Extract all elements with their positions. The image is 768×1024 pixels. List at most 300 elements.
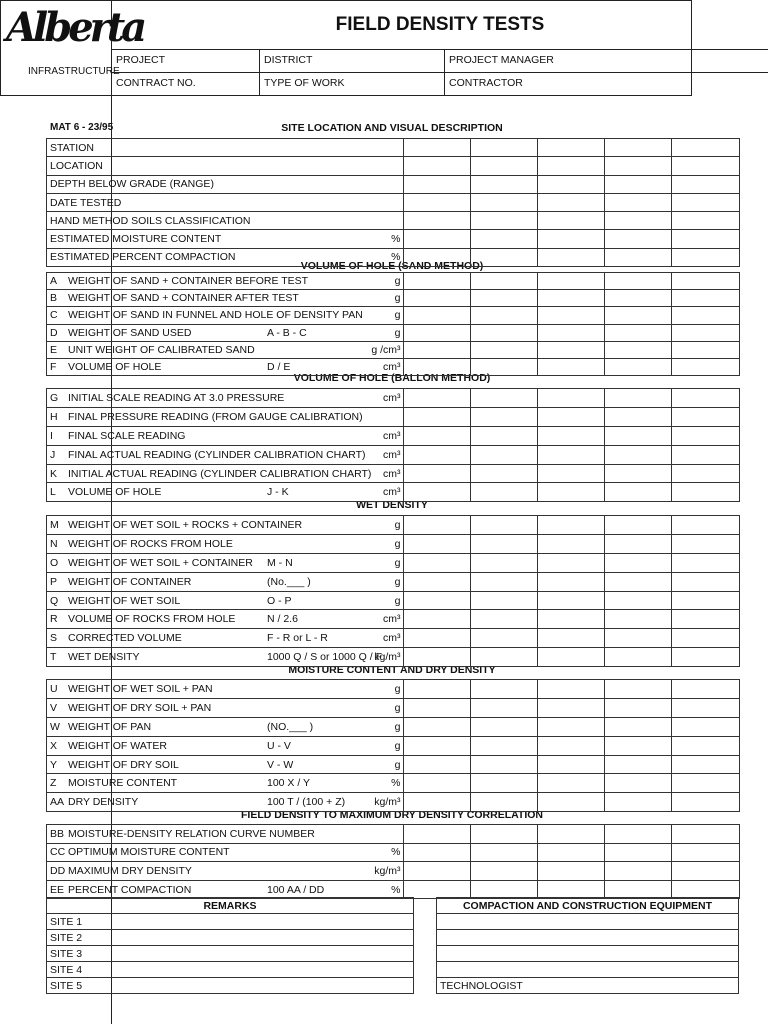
row-unit: % [391,777,401,790]
row-formula: (No.___ ) [267,575,311,588]
row-label-cell [47,717,404,736]
value-cell-site-4[interactable] [604,389,671,408]
row-label: ESTIMATED MOISTURE CONTENT [50,233,222,246]
value-cell-site-5[interactable] [671,426,739,445]
value-cell-site-1[interactable] [403,426,470,445]
value-cell-site-5[interactable] [671,629,739,648]
value-cell-site-1[interactable] [403,793,470,812]
value-cell-site-2[interactable] [470,341,537,358]
value-cell-site-5[interactable] [671,464,739,483]
value-cell-site-2[interactable] [470,516,537,535]
table-row [47,862,740,881]
value-cell-site-3[interactable] [537,212,604,230]
value-cell-site-4[interactable] [604,736,671,755]
value-cell-site-1[interactable] [403,139,470,157]
row-unit: kg/m³ [374,864,401,877]
value-cell-site-1[interactable] [403,553,470,572]
value-cell-site-2[interactable] [470,324,537,341]
value-cell-site-2[interactable] [470,572,537,591]
value-cell-site-2[interactable] [470,483,537,502]
value-cell-site-1[interactable] [403,629,470,648]
row-label-cell [47,389,404,408]
equipment-line-3[interactable] [437,946,739,962]
row-code: I [50,429,53,442]
value-cell-site-4[interactable] [604,464,671,483]
table-row [47,591,740,610]
value-cell-site-5[interactable] [671,248,739,266]
correlation-table [46,824,740,899]
row-code: R [50,613,58,626]
value-cell-site-4[interactable] [604,755,671,774]
row-label: MOISTURE-DENSITY RELATION CURVE NUMBER [68,827,315,840]
value-cell-site-2[interactable] [470,426,537,445]
value-cell-site-5[interactable] [671,572,739,591]
value-cell-site-3[interactable] [537,389,604,408]
row-label: WEIGHT OF SAND IN FUNNEL AND HOLE OF DENSITY PAN [68,309,363,322]
row-label: WEIGHT OF DRY SOIL + PAN [68,701,212,714]
row-unit: g [394,701,401,714]
row-code: X [50,739,58,752]
row-code: D [50,326,58,339]
value-cell-site-1[interactable] [403,273,470,290]
value-cell-site-3[interactable] [537,483,604,502]
value-cell-site-3[interactable] [537,157,604,175]
row-label: WEIGHT OF WET SOIL + PAN [68,682,213,695]
value-cell-site-2[interactable] [470,648,537,667]
value-cell-site-1[interactable] [403,862,470,881]
value-cell-site-1[interactable] [403,483,470,502]
row-code: K [50,467,58,480]
value-cell-site-3[interactable] [537,407,604,426]
value-cell-site-5[interactable] [671,389,739,408]
contractor-field[interactable]: CONTRACTOR [444,72,690,95]
value-cell-site-4[interactable] [604,774,671,793]
value-cell-site-5[interactable] [671,407,739,426]
value-cell-site-5[interactable] [671,324,739,341]
row-label-cell [47,862,404,881]
value-cell-site-5[interactable] [671,648,739,667]
value-cell-site-5[interactable] [671,273,739,290]
row-label: WEIGHT OF ROCKS FROM HOLE [68,537,233,550]
row-label-cell [47,464,404,483]
value-cell-site-3[interactable] [537,572,604,591]
value-cell-site-3[interactable] [537,591,604,610]
value-cell-site-2[interactable] [470,157,537,175]
value-cell-site-2[interactable] [470,445,537,464]
value-cell-site-4[interactable] [604,862,671,881]
value-cell-site-5[interactable] [671,193,739,211]
table-row [47,774,740,793]
value-cell-site-2[interactable] [470,553,537,572]
row-unit: g [394,720,401,733]
row-label: PERCENT COMPACTION [68,883,192,896]
row-label-cell [47,736,404,755]
value-cell-site-2[interactable] [470,175,537,193]
form-code: MAT 6 - 23/95 [50,122,114,133]
value-cell-site-4[interactable] [604,407,671,426]
row-unit: g [394,739,401,752]
remarks-site-2[interactable]: SITE 2 [47,930,414,946]
value-cell-site-3[interactable] [537,193,604,211]
row-code: J [50,448,56,461]
value-cell-site-4[interactable] [604,825,671,844]
value-cell-site-2[interactable] [470,464,537,483]
value-cell-site-4[interactable] [604,290,671,307]
remarks-site-5[interactable]: SITE 5 [47,978,414,994]
table-row [47,341,740,358]
value-cell-site-1[interactable] [403,591,470,610]
row-label: VOLUME OF HOLE [68,486,162,499]
value-cell-site-5[interactable] [671,610,739,629]
row-label-cell [47,445,404,464]
value-cell-site-5[interactable] [671,591,739,610]
row-label-cell [47,774,404,793]
value-cell-site-2[interactable] [470,793,537,812]
value-cell-site-1[interactable] [403,175,470,193]
value-cell-site-5[interactable] [671,341,739,358]
value-cell-site-5[interactable] [671,534,739,553]
value-cell-site-4[interactable] [604,591,671,610]
value-cell-site-2[interactable] [470,774,537,793]
value-cell-site-3[interactable] [537,610,604,629]
value-cell-site-1[interactable] [403,825,470,844]
value-cell-site-3[interactable] [537,843,604,862]
value-cell-site-5[interactable] [671,139,739,157]
value-cell-site-3[interactable] [537,774,604,793]
value-cell-site-2[interactable] [470,230,537,248]
value-cell-site-1[interactable] [403,230,470,248]
value-cell-site-4[interactable] [604,193,671,211]
value-cell-site-4[interactable] [604,553,671,572]
value-cell-site-2[interactable] [470,193,537,211]
row-code: A [50,275,58,288]
value-cell-site-5[interactable] [671,862,739,881]
value-cell-site-3[interactable] [537,825,604,844]
value-cell-site-3[interactable] [537,464,604,483]
value-cell-site-2[interactable] [470,862,537,881]
value-cell-site-4[interactable] [604,793,671,812]
value-cell-site-1[interactable] [403,157,470,175]
contract-no-field[interactable]: CONTRACT NO. [116,77,196,89]
row-label-cell [47,341,404,358]
row-label: VOLUME OF ROCKS FROM HOLE [68,613,236,626]
value-cell-site-1[interactable] [403,755,470,774]
row-unit: % [391,883,401,896]
value-cell-site-2[interactable] [470,629,537,648]
row-code: U [50,682,58,695]
row-label-cell [47,483,404,502]
form-title: FIELD DENSITY TESTS [112,0,768,50]
value-cell-site-4[interactable] [604,717,671,736]
value-cell-site-2[interactable] [470,698,537,717]
value-cell-site-4[interactable] [604,483,671,502]
value-cell-site-5[interactable] [671,307,739,324]
value-cell-site-1[interactable] [403,307,470,324]
value-cell-site-3[interactable] [537,862,604,881]
value-cell-site-2[interactable] [470,358,537,375]
value-cell-site-5[interactable] [671,157,739,175]
table-row [47,610,740,629]
value-cell-site-4[interactable] [604,698,671,717]
value-cell-site-4[interactable] [604,139,671,157]
value-cell-site-1[interactable] [403,516,470,535]
value-cell-site-4[interactable] [604,157,671,175]
value-cell-site-1[interactable] [403,290,470,307]
row-label-cell [47,157,404,175]
value-cell-site-3[interactable] [537,341,604,358]
row-unit: g [394,556,401,569]
value-cell-site-3[interactable] [537,248,604,266]
value-cell-site-4[interactable] [604,516,671,535]
value-cell-site-3[interactable] [537,680,604,699]
value-cell-site-3[interactable] [537,307,604,324]
value-cell-site-3[interactable] [537,648,604,667]
row-code: EE [50,883,65,896]
value-cell-site-2[interactable] [470,736,537,755]
technologist-field[interactable]: TECHNOLOGIST [437,978,739,994]
row-code: H [50,410,58,423]
value-cell-site-4[interactable] [604,341,671,358]
row-unit: g [394,537,401,550]
row-code: Q [50,594,59,607]
value-cell-site-3[interactable] [537,629,604,648]
value-cell-site-5[interactable] [671,212,739,230]
value-cell-site-5[interactable] [671,445,739,464]
value-cell-site-4[interactable] [604,534,671,553]
table-row [47,230,740,248]
value-cell-site-4[interactable] [604,230,671,248]
project-field[interactable]: PROJECT [116,54,166,66]
value-cell-site-1[interactable] [403,534,470,553]
alberta-logo: Alberta [6,4,144,51]
row-label-cell [47,591,404,610]
value-cell-site-3[interactable] [537,445,604,464]
row-label-cell [47,193,404,211]
value-cell-site-2[interactable] [470,407,537,426]
value-cell-site-4[interactable] [604,426,671,445]
value-cell-site-4[interactable] [604,273,671,290]
value-cell-site-4[interactable] [604,572,671,591]
value-cell-site-2[interactable] [470,534,537,553]
value-cell-site-1[interactable] [403,717,470,736]
row-label: ESTIMATED PERCENT COMPACTION [50,251,236,264]
row-label-cell [47,610,404,629]
value-cell-site-1[interactable] [403,648,470,667]
table-row [47,717,740,736]
project-manager-field[interactable]: PROJECT MANAGER [444,49,690,72]
value-cell-site-3[interactable] [537,273,604,290]
row-label-cell [47,572,404,591]
row-label: CORRECTED VOLUME [68,632,182,645]
value-cell-site-3[interactable] [537,139,604,157]
row-label-cell [47,426,404,445]
value-cell-site-5[interactable] [671,793,739,812]
row-code: AA [50,796,65,809]
row-code: O [50,556,59,569]
value-cell-site-1[interactable] [403,572,470,591]
equipment-line-2[interactable] [437,930,739,946]
value-cell-site-3[interactable] [537,717,604,736]
value-cell-site-1[interactable] [403,736,470,755]
table-row [47,358,740,375]
value-cell-site-3[interactable] [537,755,604,774]
value-cell-site-1[interactable] [403,193,470,211]
type-of-work-field[interactable]: TYPE OF WORK [259,72,444,95]
value-cell-site-2[interactable] [470,755,537,774]
value-cell-site-3[interactable] [537,534,604,553]
row-label: INITIAL SCALE READING AT 3.0 PRESSURE [68,391,285,404]
value-cell-site-5[interactable] [671,290,739,307]
row-label: FINAL PRESSURE READING (FROM GAUGE CALIBRATION) [68,410,363,423]
value-cell-site-3[interactable] [537,358,604,375]
row-label-cell [47,290,404,307]
value-cell-site-5[interactable] [671,717,739,736]
value-cell-site-2[interactable] [470,825,537,844]
row-code: S [50,632,58,645]
table-row [47,324,740,341]
value-cell-site-3[interactable] [537,736,604,755]
remarks-site-4[interactable]: SITE 4 [47,962,414,978]
row-label: DRY DENSITY [68,796,139,809]
value-cell-site-2[interactable] [470,843,537,862]
value-cell-site-2[interactable] [470,591,537,610]
remarks-site-1[interactable]: SITE 1 [47,914,414,930]
equipment-line-4[interactable] [437,962,739,978]
value-cell-site-2[interactable] [470,610,537,629]
value-cell-site-2[interactable] [470,290,537,307]
value-cell-site-4[interactable] [604,610,671,629]
value-cell-site-2[interactable] [470,273,537,290]
value-cell-site-1[interactable] [403,324,470,341]
remarks-site-3[interactable]: SITE 3 [47,946,414,962]
value-cell-site-2[interactable] [470,680,537,699]
value-cell-site-1[interactable] [403,212,470,230]
table-row [47,698,740,717]
value-cell-site-1[interactable] [403,610,470,629]
value-cell-site-3[interactable] [537,426,604,445]
row-label: INITIAL ACTUAL READING (CYLINDER CALIBRATION CHART) [68,467,372,480]
row-code: L [50,486,56,499]
value-cell-site-5[interactable] [671,483,739,502]
value-cell-site-3[interactable] [537,793,604,812]
table-row [47,648,740,667]
row-code: E [50,343,58,356]
value-cell-site-5[interactable] [671,175,739,193]
value-cell-site-3[interactable] [537,516,604,535]
value-cell-site-4[interactable] [604,307,671,324]
value-cell-site-1[interactable] [403,445,470,464]
value-cell-site-5[interactable] [671,680,739,699]
row-formula: J - K [267,486,289,499]
row-formula: 100 T / (100 + Z) [267,796,346,809]
value-cell-site-5[interactable] [671,516,739,535]
row-unit: cm³ [383,486,401,499]
value-cell-site-4[interactable] [604,175,671,193]
value-cell-site-4[interactable] [604,212,671,230]
row-code: Y [50,758,58,771]
value-cell-site-2[interactable] [470,307,537,324]
row-unit: g [394,758,401,771]
value-cell-site-4[interactable] [604,680,671,699]
value-cell-site-1[interactable] [403,774,470,793]
row-label-cell [47,407,404,426]
value-cell-site-2[interactable] [470,717,537,736]
value-cell-site-2[interactable] [470,212,537,230]
remarks-title: REMARKS [47,898,414,914]
value-cell-site-5[interactable] [671,736,739,755]
row-formula: 100 AA / DD [267,883,325,896]
value-cell-site-2[interactable] [470,248,537,266]
value-cell-site-5[interactable] [671,230,739,248]
value-cell-site-4[interactable] [604,629,671,648]
value-cell-site-5[interactable] [671,553,739,572]
row-code: M [50,518,59,531]
value-cell-site-4[interactable] [604,843,671,862]
value-cell-site-1[interactable] [403,358,470,375]
value-cell-site-5[interactable] [671,774,739,793]
value-cell-site-3[interactable] [537,553,604,572]
row-code: BB [50,827,65,840]
value-cell-site-4[interactable] [604,648,671,667]
value-cell-site-1[interactable] [403,341,470,358]
value-cell-site-2[interactable] [470,139,537,157]
row-label: DEPTH BELOW GRADE (RANGE) [50,178,214,191]
table-row [47,407,740,426]
value-cell-site-4[interactable] [604,248,671,266]
value-cell-site-5[interactable] [671,825,739,844]
value-cell-site-1[interactable] [403,389,470,408]
value-cell-site-5[interactable] [671,755,739,774]
value-cell-site-4[interactable] [604,358,671,375]
value-cell-site-3[interactable] [537,324,604,341]
value-cell-site-4[interactable] [604,445,671,464]
wet-density-table [46,515,740,667]
value-cell-site-5[interactable] [671,358,739,375]
equipment-line-1[interactable] [437,914,739,930]
value-cell-site-3[interactable] [537,175,604,193]
district-field[interactable]: DISTRICT [259,49,444,72]
value-cell-site-2[interactable] [470,389,537,408]
value-cell-site-1[interactable] [403,407,470,426]
row-code: DD [50,864,66,877]
value-cell-site-1[interactable] [403,843,470,862]
row-label: VOLUME OF HOLE [68,361,162,374]
row-label-cell [47,553,404,572]
value-cell-site-1[interactable] [403,698,470,717]
row-unit: cm³ [383,613,401,626]
row-formula: N / 2.6 [267,613,298,626]
value-cell-site-5[interactable] [671,698,739,717]
value-cell-site-1[interactable] [403,248,470,266]
value-cell-site-3[interactable] [537,290,604,307]
value-cell-site-3[interactable] [537,698,604,717]
row-unit: cm³ [383,429,401,442]
row-label-cell [47,698,404,717]
value-cell-site-4[interactable] [604,324,671,341]
row-label: WEIGHT OF SAND + CONTAINER BEFORE TEST [68,275,309,288]
row-unit: % [391,251,401,264]
value-cell-site-1[interactable] [403,680,470,699]
row-code: Z [50,777,57,790]
row-label-cell [47,212,404,230]
value-cell-site-5[interactable] [671,843,739,862]
row-label: HAND METHOD SOILS CLASSIFICATION [50,214,251,227]
row-unit: cm³ [383,391,401,404]
row-label: WEIGHT OF PAN [68,720,152,733]
value-cell-site-1[interactable] [403,464,470,483]
value-cell-site-3[interactable] [537,230,604,248]
row-code: V [50,701,58,714]
